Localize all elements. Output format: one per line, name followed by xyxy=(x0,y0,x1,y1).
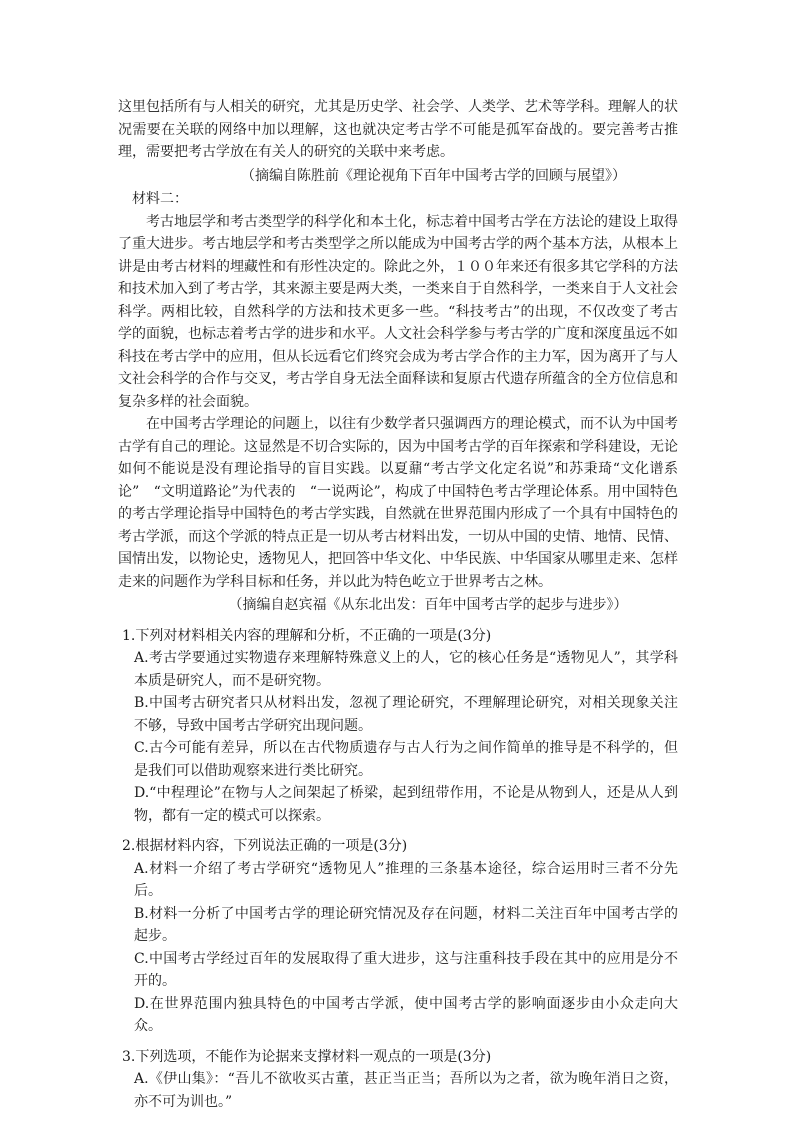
question-stem: 1.下列对材料相关内容的理解和分析，不正确的一项是(3分) xyxy=(122,627,492,644)
exam-page xyxy=(118,96,678,1113)
material1-tail: 这里包括所有与人相关的研究，尤其是历史学、社会学、人类学、艺术等学科。理解人的状况需要在关联的网络中加以理解，这也就决定考古学不可能是孤军奋战的。要完善考古推理，需要把考古学放在有关人的研究的关联中来考虑。 xyxy=(118,99,678,160)
option-b: B.材料一分析了中国考古学的理论研究情况及存在问题，材料二关注百年中国考古学的起步。 xyxy=(134,905,678,944)
option-a: A.《伊山集》：“吾儿不欲收买古董，甚正当正当；吾所以为之者，欲为晚年消日之资，亦不可为训也。” xyxy=(134,1071,678,1110)
option-a: A.材料一介绍了考古学研究“透物见人”推理的三条基本途径，综合运用时三者不分先后。 xyxy=(134,860,678,899)
option-a: A.考古学要通过实物遗存来理解特殊意义上的人，它的核心任务是“透物见人”，其学科本质是研究人，而不是研究物。 xyxy=(134,650,678,689)
material2-paragraph: 考古地层学和考古类型学的科学化和本土化，标志着中国考古学在方法论的建设上取得了重大进步。考古地层学和考古类型学之所以能成为中国考古学的两个基本方法，从根本上讲是由考古材料的埋藏性和有形性决定的。除此之外，１００年来还有很多其它学科的方法和技术加入到了考古学，其来源主要是两大类，一类来自于自然科学，一类来自于人文社会科学。两相比较，自然科学的方法和技术更多一些。“科技考古”的出现，不仅改变了考古学的面貌，也标志着考古学的进步和水平。人文社会科学参与考古学的广度和深度虽远不如科技在考古学中的应用，但从长远看它们终究会成为考古学合作的主力军，因为离开了与人文社会科学的合作与交叉，考古学自身无法全面释读和复原古代遗存所蕴含的全方位信息和复杂多样的社会面貌。 xyxy=(118,213,678,410)
option-c: C.古今可能有差异，所以在古代物质遗存与古人行为之间作简单的推导是不科学的，但是我们可以借助观察来进行类比研究。 xyxy=(134,740,678,779)
option-d: D.“中程理论”在物与人之间架起了桥梁，起到纽带作用，不论是从物到人，还是从人到物，都有一定的模式可以探索。 xyxy=(134,785,678,824)
question-stem: 3.下列选项，不能作为论据来支撑材料一观点的一项是(3分) xyxy=(122,1048,492,1065)
option-c: C.中国考古学经过百年的发展取得了重大进步，这与注重科技手段在其中的应用是分不开的。 xyxy=(134,950,678,989)
question-2 xyxy=(118,835,678,1038)
question-stem: 2.根据材料内容，下列说法正确的一项是(3分) xyxy=(122,838,408,854)
material2-paragraph: 在中国考古学理论的问题上，以往有少数学者只强调西方的理论模式，而不认为中国考古学有自己的理论。这显然是不切合实际的，因为中国考古学的百年探索和学科建设，无论如何不能说是没有理论指导的盲目实践。以夏鼐“考古学文化定名说”和苏秉琦“文化谱系论” “文明道路论”为代表的 “一说两论”，构成了中国特色考古学理论体系。用中国特色的考古学理论指导中国特色的考古学实践，自然就在世界范围内形成了一个具有中国特色的考古学派，而这个学派的特点正是一切从考古材料出发，一切从中国的史情、地情、民情、国情出发，以物论史，透物见人，把回答中华文化、中华民族、中华国家从哪里走来、怎样走来的问题作为学科目标和任务，并以此为特色屹立于世界考古之林。 xyxy=(118,416,678,590)
material2-heading: 材料二： xyxy=(132,191,188,207)
question-3 xyxy=(118,1046,678,1114)
material1-source: （摘编自陈胜前《理论视角下百年中国考古学的回顾与展望》） xyxy=(241,167,626,184)
option-b: B.中国考古研究者只从材料出发，忽视了理论研究，不理解理论研究，对相关现象关注不够，导致中国考古学研究出现问题。 xyxy=(134,695,678,734)
material2-source: （摘编自赵宾福《从东北出发：百年中国考古学的起步与进步》） xyxy=(228,597,628,613)
question-1 xyxy=(118,625,678,828)
option-d: D.在世界范围内独具特色的中国考古学派，使中国考古学的影响面逐步由小众走向大众。 xyxy=(134,995,678,1034)
